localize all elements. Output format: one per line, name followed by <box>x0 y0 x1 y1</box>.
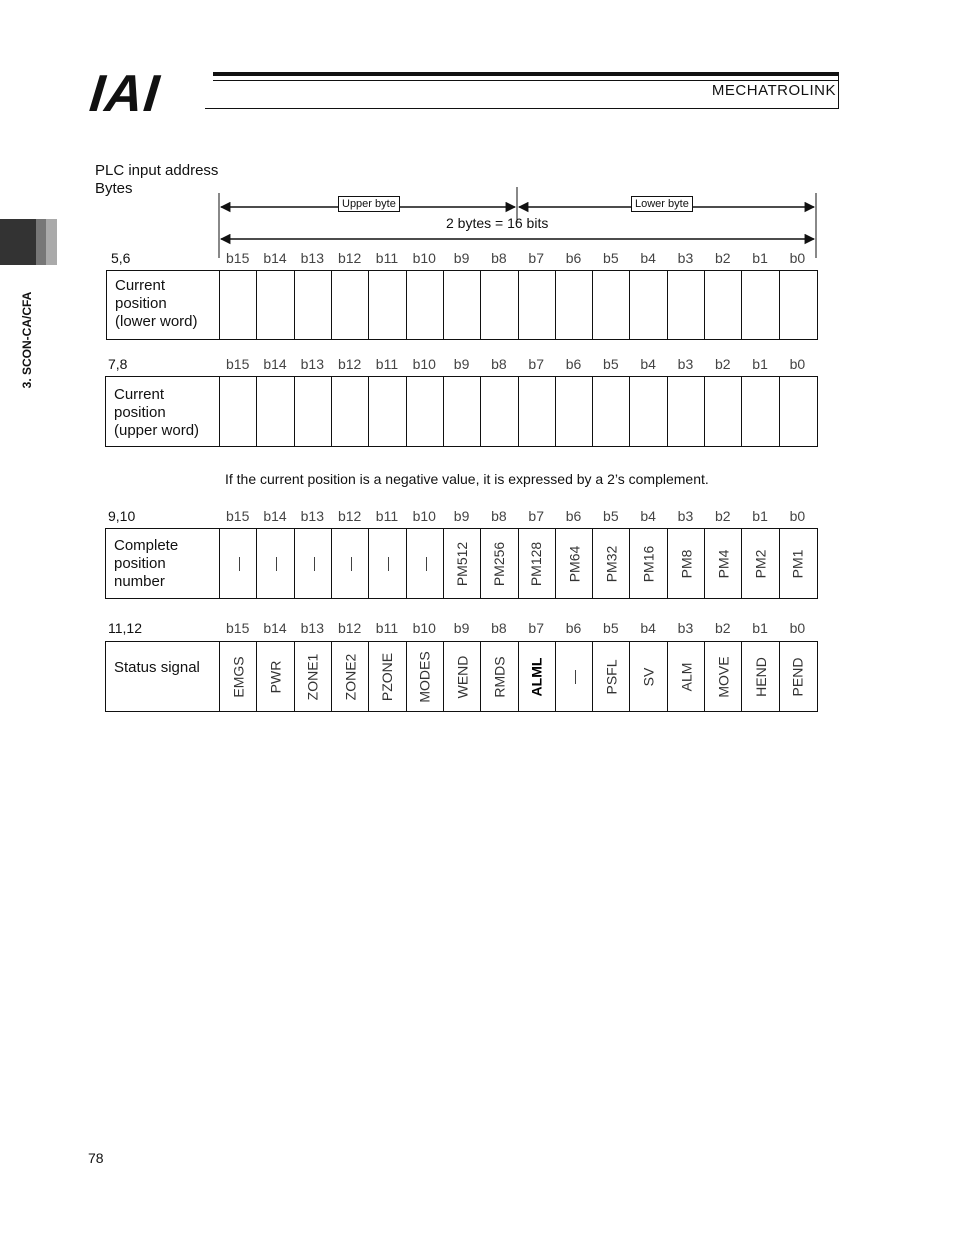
bit-cell <box>592 529 629 598</box>
bit-label: b8 <box>491 356 507 372</box>
bit-cell <box>629 529 666 598</box>
bit-label: b5 <box>603 356 619 372</box>
bit-label: b12 <box>337 356 362 372</box>
bit-label: b3 <box>677 508 694 524</box>
bit-cell <box>406 377 443 446</box>
bit-cell <box>443 271 480 339</box>
bit-label: b7 <box>528 620 544 636</box>
bit-label: b15 <box>226 508 250 524</box>
bit-label: b13 <box>300 356 324 372</box>
bit-signal-label: MOVE <box>715 655 732 698</box>
bit-signal-label: — <box>230 556 247 571</box>
bit-cell <box>294 642 331 711</box>
bit-label: b4 <box>640 508 656 524</box>
bit-cell <box>629 271 666 339</box>
bit-label: b1 <box>752 620 768 636</box>
bit-signal-label: EMGS <box>230 655 247 698</box>
plc-address-label: PLC input address Bytes <box>95 162 219 197</box>
bit-cell <box>406 529 443 598</box>
bit-label: b3 <box>677 356 694 372</box>
bit-cell <box>368 529 405 598</box>
bit-signal-label: — <box>416 556 433 571</box>
bit-cell <box>331 271 368 339</box>
bit-signal-label: — <box>342 556 359 571</box>
bit-signal-label: SV <box>640 667 657 686</box>
bit-signal-label: — <box>565 669 582 684</box>
bit-label: b0 <box>789 356 806 372</box>
bit-cell <box>667 271 704 339</box>
bit-label: b1 <box>752 250 768 266</box>
bit-label: b6 <box>565 250 582 266</box>
bit-cell <box>480 271 517 339</box>
bit-signal-label: PM256 <box>491 541 508 586</box>
bit-label: b6 <box>565 620 582 636</box>
bit-cell <box>555 529 592 598</box>
lower-byte-label: Lower byte <box>631 196 693 212</box>
bit-signal-label: PM128 <box>528 541 545 586</box>
bit-cell <box>256 271 293 339</box>
bit-signal-label: — <box>304 556 321 571</box>
register-name: Current position (upper word) <box>114 386 200 439</box>
bit-label: b10 <box>412 250 436 266</box>
register-address: 7,8 <box>108 356 128 372</box>
bit-cell <box>704 529 741 598</box>
bit-signal-label: PM4 <box>715 549 732 578</box>
bit-cell <box>667 642 704 711</box>
bit-signal-label: RMDS <box>491 655 508 698</box>
page-number: 78 <box>88 1150 104 1166</box>
bit-cell <box>741 377 778 446</box>
bit-label: b2 <box>714 250 731 266</box>
bit-signal-label: ZONE1 <box>304 653 321 700</box>
bit-label: b9 <box>453 620 470 636</box>
bit-label: b12 <box>337 250 362 266</box>
bit-cell <box>256 529 293 598</box>
bit-cell <box>704 642 741 711</box>
bit-signal-label: WEND <box>454 655 471 698</box>
bit-cell <box>518 529 555 598</box>
bit-label: b4 <box>640 620 656 636</box>
register-row <box>105 376 818 447</box>
bit-signal-label: PM32 <box>603 545 620 582</box>
bit-label: b14 <box>263 250 287 266</box>
bit-label: b15 <box>226 620 250 636</box>
bit-label: b6 <box>565 356 582 372</box>
bit-label: b8 <box>491 250 507 266</box>
bit-label: b5 <box>603 250 619 266</box>
bit-cell <box>629 642 666 711</box>
bit-cell <box>741 271 778 339</box>
bit-signal-label: — <box>267 556 284 571</box>
bit-cell <box>331 529 368 598</box>
bit-label: b4 <box>640 356 656 372</box>
bit-cell <box>592 377 629 446</box>
bit-label: b5 <box>603 620 619 636</box>
bit-label: b2 <box>714 620 731 636</box>
bit-cell <box>406 271 443 339</box>
bit-label: b15 <box>226 250 250 266</box>
bit-cell <box>779 377 816 446</box>
bit-signal-label: ALM <box>677 662 694 691</box>
bit-label: b1 <box>752 356 768 372</box>
bit-cell <box>368 377 405 446</box>
bits-label: 2 bytes = 16 bits <box>446 215 549 231</box>
bit-cell <box>219 642 256 711</box>
register-row <box>106 270 818 340</box>
bit-label: b7 <box>528 250 544 266</box>
twos-complement-note: If the current position is a negative value, it is expressed by a 2’s complement. <box>225 471 709 487</box>
bit-label: b14 <box>263 620 287 636</box>
bit-cell <box>667 377 704 446</box>
bit-cell <box>480 642 517 711</box>
bit-signal-label: ZONE2 <box>342 653 359 700</box>
bit-label: b2 <box>714 508 731 524</box>
bit-label: b11 <box>375 250 399 266</box>
bit-label: b15 <box>226 356 250 372</box>
upper-byte-label: Upper byte <box>338 196 400 212</box>
bit-cell <box>779 642 816 711</box>
bit-cell <box>331 642 368 711</box>
bit-label: b7 <box>528 356 544 372</box>
bit-signal-label: ALML <box>528 657 545 696</box>
register-name: Current position (lower word) <box>115 277 198 330</box>
bit-label: b0 <box>789 250 806 266</box>
bit-cell <box>741 529 778 598</box>
bit-label: b9 <box>453 508 470 524</box>
bit-label: b4 <box>640 250 656 266</box>
bit-label: b13 <box>300 250 324 266</box>
bit-label: b0 <box>789 620 806 636</box>
bit-signal-label: PM512 <box>454 541 471 586</box>
bit-cell <box>256 642 293 711</box>
bit-cell <box>443 529 480 598</box>
bit-label: b14 <box>263 356 287 372</box>
bit-cell <box>518 377 555 446</box>
bit-label: b11 <box>375 356 399 372</box>
iai-logo: IAI <box>86 65 163 123</box>
document-title: MECHATROLINK <box>711 82 836 99</box>
bit-signal-label: PWR <box>267 660 284 693</box>
bit-signal-label: PM64 <box>565 545 582 582</box>
bit-cell <box>443 642 480 711</box>
register-address: 9,10 <box>108 508 136 524</box>
bit-cell <box>667 529 704 598</box>
bit-cell <box>555 271 592 339</box>
bit-cell <box>294 377 331 446</box>
bit-cell <box>779 271 816 339</box>
bit-cell <box>294 271 331 339</box>
bit-cell <box>219 529 256 598</box>
bit-cell <box>443 377 480 446</box>
bit-cell <box>294 529 331 598</box>
bit-cell <box>256 377 293 446</box>
bit-label: b12 <box>337 508 362 524</box>
bit-label: b0 <box>789 508 806 524</box>
bit-signal-label: MODES <box>416 650 433 703</box>
bit-cell <box>555 377 592 446</box>
bit-cell <box>331 377 368 446</box>
bit-signal-label: PM2 <box>752 549 769 578</box>
bit-label: b6 <box>565 508 582 524</box>
bit-signal-label: PSFL <box>603 658 620 695</box>
bit-cell <box>480 377 517 446</box>
bit-label: b8 <box>491 620 507 636</box>
bit-label: b9 <box>453 250 470 266</box>
bit-label: b7 <box>528 508 544 524</box>
bit-label: b13 <box>300 508 324 524</box>
bit-signal-label: HEND <box>752 656 769 697</box>
bit-label: b1 <box>752 508 768 524</box>
bit-signal-label: PM1 <box>789 549 806 578</box>
bit-label: b8 <box>491 508 507 524</box>
register-address: 11,12 <box>108 620 142 636</box>
bit-label: b10 <box>412 620 436 636</box>
bit-cell <box>219 271 256 339</box>
bit-label: b2 <box>714 356 731 372</box>
bit-label: b14 <box>263 508 287 524</box>
chapter-tab-label: 3. SCON-CA/CFA <box>20 291 34 389</box>
bit-cell <box>219 377 256 446</box>
bit-cell <box>629 377 666 446</box>
bit-cell <box>741 642 778 711</box>
bit-cell <box>368 271 405 339</box>
bit-label: b12 <box>337 620 362 636</box>
bit-cell <box>518 642 555 711</box>
bit-label: b9 <box>453 356 470 372</box>
bit-cell <box>592 642 629 711</box>
bit-signal-label: PEND <box>789 657 806 696</box>
bit-cell <box>704 377 741 446</box>
bit-signal-label: — <box>379 556 396 571</box>
bit-cell <box>406 642 443 711</box>
bit-cell <box>480 529 517 598</box>
bit-cell <box>592 271 629 339</box>
bit-cell <box>518 271 555 339</box>
bit-signal-label: PM8 <box>677 549 694 578</box>
bit-label: b10 <box>412 508 436 524</box>
bit-signal-label: PM16 <box>640 545 657 582</box>
bit-label: b13 <box>300 620 324 636</box>
bit-cell <box>704 271 741 339</box>
bit-cell <box>779 529 816 598</box>
bit-label: b3 <box>677 250 694 266</box>
register-row <box>105 528 818 599</box>
bit-label: b5 <box>603 508 619 524</box>
bit-label: b11 <box>375 620 399 636</box>
register-row <box>105 641 818 712</box>
register-name: Complete position number <box>114 537 179 590</box>
bit-label: b10 <box>412 356 436 372</box>
bit-label: b3 <box>677 620 694 636</box>
bit-cell <box>555 642 592 711</box>
register-name: Status signal <box>114 659 200 676</box>
bit-signal-label: PZONE <box>379 652 396 701</box>
bit-cell <box>368 642 405 711</box>
bit-label: b11 <box>375 508 399 524</box>
register-address: 5,6 <box>111 250 131 266</box>
